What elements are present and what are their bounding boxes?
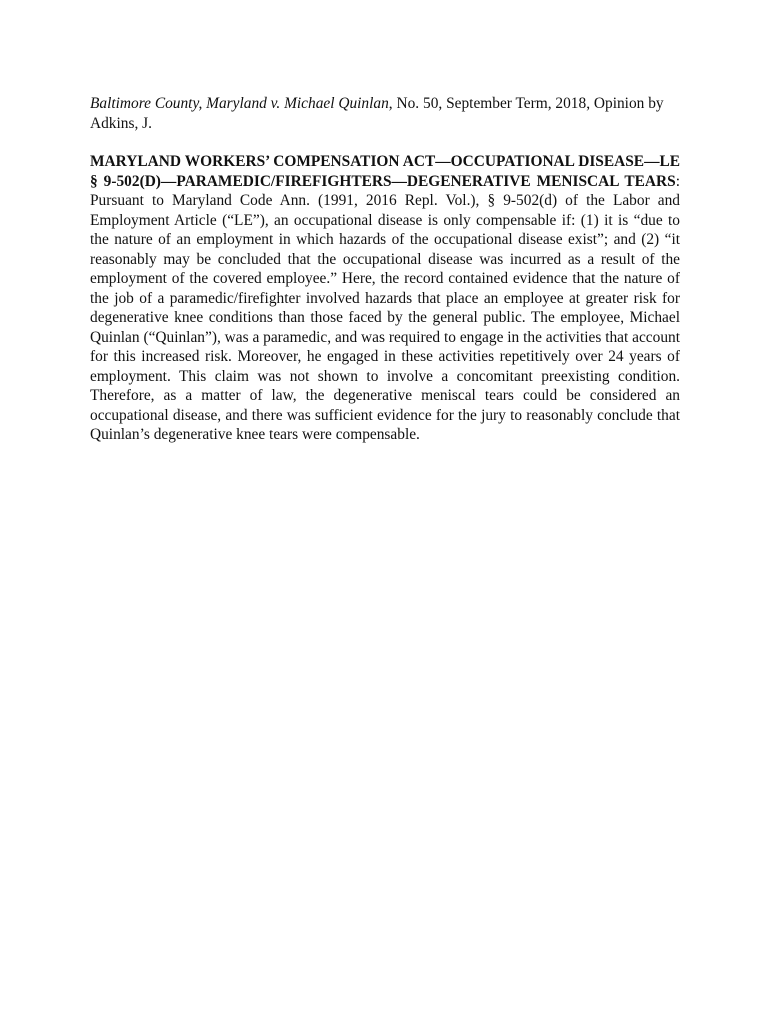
headnote-body: : Pursuant to Maryland Code Ann. (1991, 2016 Repl. Vol.), § 9-502(d) of the Labor and Employment Article (“LE”), an occupational disease is only compensable if: (1) it is “due to the nature of an employment in which hazards of the occupational disease exist”; and (2) “it reasonably may be concluded that the occupational disease was incurred as a result of the employment of the covered employee.” Here, the record contained evidence that the nature of the job of a paramedic/firefighter involved hazards that place an employee at greater risk for degenerative knee conditions than those faced by the general public. The employee, Michael Quinlan (“Quinlan”), was a paramedic, and was required to engage in the activities that account for this increased risk. Moreover, he engaged in these activities repetitively over 24 years of employment. This claim was not shown to involve a concomitant preexisting condition. Therefore, as a matter of law, the degenerative meniscal tears could be considered an occupational disease, and there was sufficient evidence for the jury to reasonably conclude that Quinlan’s degenerative knee tears were compensable. (90, 172, 680, 443)
case-details: , No. 50, September Term, 2018, Opinion by Adkins, J. (90, 95, 664, 132)
case-caption (90, 94, 680, 133)
headnote-keywords: MARYLAND WORKERS’ COMPENSATION ACT—OCCUPATIONAL DISEASE—LE § 9-502(D)—PARAMEDIC/FIREFIGHTERS—DEGENERATIVE MENISCAL TEARS (90, 153, 680, 190)
case-title: Baltimore County, Maryland v. Michael Quinlan (90, 95, 389, 112)
document-page (90, 94, 680, 445)
headnote-paragraph (90, 152, 680, 445)
